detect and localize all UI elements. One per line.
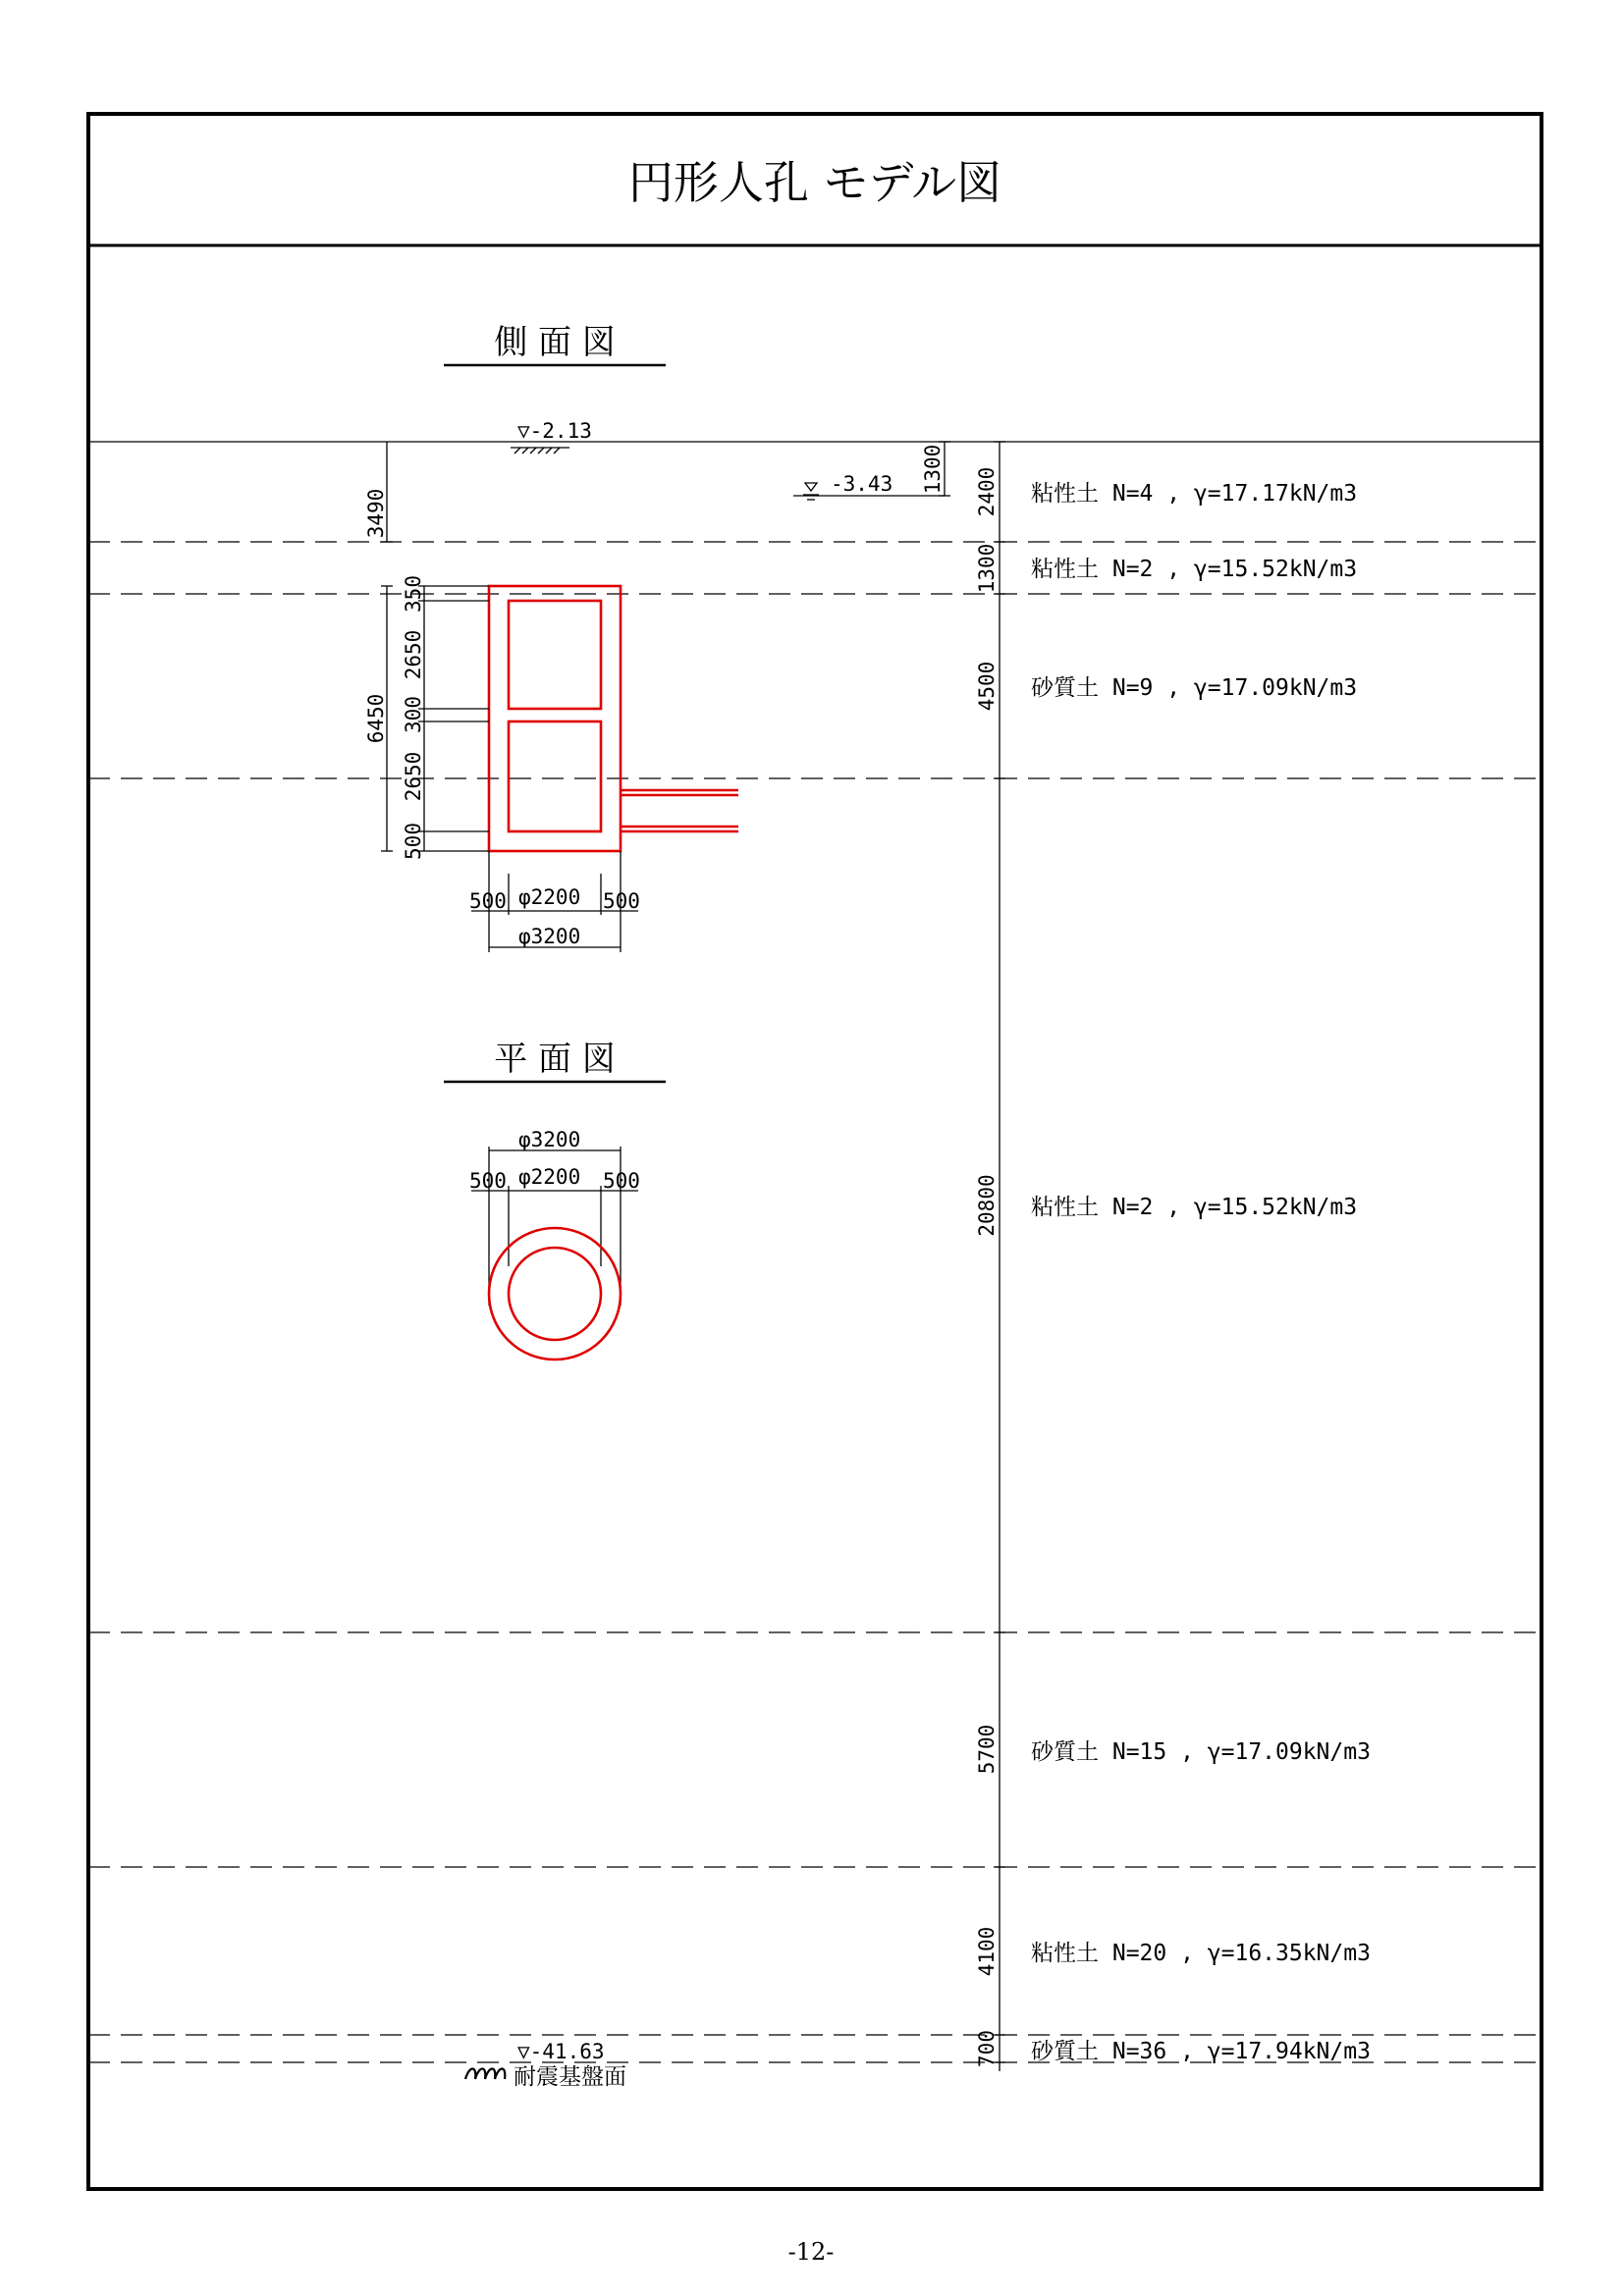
layer-thickness: 5700 bbox=[975, 1724, 999, 1775]
depth-to-top-value: 3490 bbox=[364, 488, 388, 539]
side-view-heading: 側 面 図 bbox=[494, 323, 616, 362]
layer-thickness: 4100 bbox=[975, 1926, 999, 1977]
part-height-value: 2650 bbox=[402, 751, 425, 802]
plan-inner-circle bbox=[509, 1248, 601, 1340]
plan-inner-diameter: φ2200 bbox=[518, 1165, 581, 1189]
layer-thickness: 700 bbox=[975, 2030, 999, 2067]
page-title: 円形人孔 モデル図 bbox=[627, 156, 1002, 209]
ground-hatch-icon bbox=[511, 448, 569, 454]
bedrock-hatch-icon bbox=[465, 2069, 505, 2080]
plan-view-heading: 平 面 図 bbox=[494, 1040, 616, 1079]
layer-description: 粘性土 N=2 , γ=15.52kN/m3 bbox=[1031, 1195, 1358, 1220]
layer-description: 砂質土 N=36 , γ=17.94kN/m3 bbox=[1031, 2039, 1371, 2064]
manhole-side-section bbox=[489, 586, 738, 851]
part-height-value: 2650 bbox=[402, 629, 425, 680]
side-outer-diameter: φ3200 bbox=[518, 925, 581, 948]
side-vertical-dimensions bbox=[381, 442, 489, 851]
layer-thickness: 20800 bbox=[975, 1174, 999, 1237]
water-depth-value: 1300 bbox=[921, 444, 945, 495]
layer-description: 砂質土 N=15 , γ=17.09kN/m3 bbox=[1031, 1739, 1371, 1765]
part-height-value: 500 bbox=[402, 823, 425, 860]
bedrock-level-label: ▽-41.63 bbox=[517, 2040, 605, 2063]
layer-thickness: 2400 bbox=[975, 466, 999, 517]
plan-wall-right: 500 bbox=[603, 1169, 640, 1193]
plan-outer-diameter: φ3200 bbox=[518, 1128, 581, 1151]
layer-thickness: 1300 bbox=[975, 543, 999, 594]
page-number: -12- bbox=[787, 2238, 835, 2266]
part-height-value: 300 bbox=[402, 696, 425, 733]
part-height-value: 350 bbox=[402, 575, 425, 613]
ground-level-label: ▽-2.13 bbox=[517, 419, 592, 443]
drawing-frame bbox=[88, 114, 1542, 2189]
layer-description: 粘性土 N=2 , γ=15.52kN/m3 bbox=[1031, 557, 1358, 582]
side-wall-right: 500 bbox=[603, 889, 640, 913]
side-inner-diameter: φ2200 bbox=[518, 885, 581, 909]
side-wall-left: 500 bbox=[469, 889, 507, 913]
layer-description: 砂質土 N=9 , γ=17.09kN/m3 bbox=[1031, 675, 1358, 701]
layer-thickness: 4500 bbox=[975, 661, 999, 712]
layer-description: 粘性土 N=4 , γ=17.17kN/m3 bbox=[1031, 481, 1358, 507]
bedrock-label: 耐震基盤面 bbox=[514, 2064, 626, 2090]
plan-wall-left: 500 bbox=[469, 1169, 507, 1193]
layer-description: 粘性土 N=20 , γ=16.35kN/m3 bbox=[1031, 1941, 1371, 1966]
total-height-value: 6450 bbox=[364, 693, 388, 744]
water-table-label: -3.43 bbox=[831, 472, 893, 496]
